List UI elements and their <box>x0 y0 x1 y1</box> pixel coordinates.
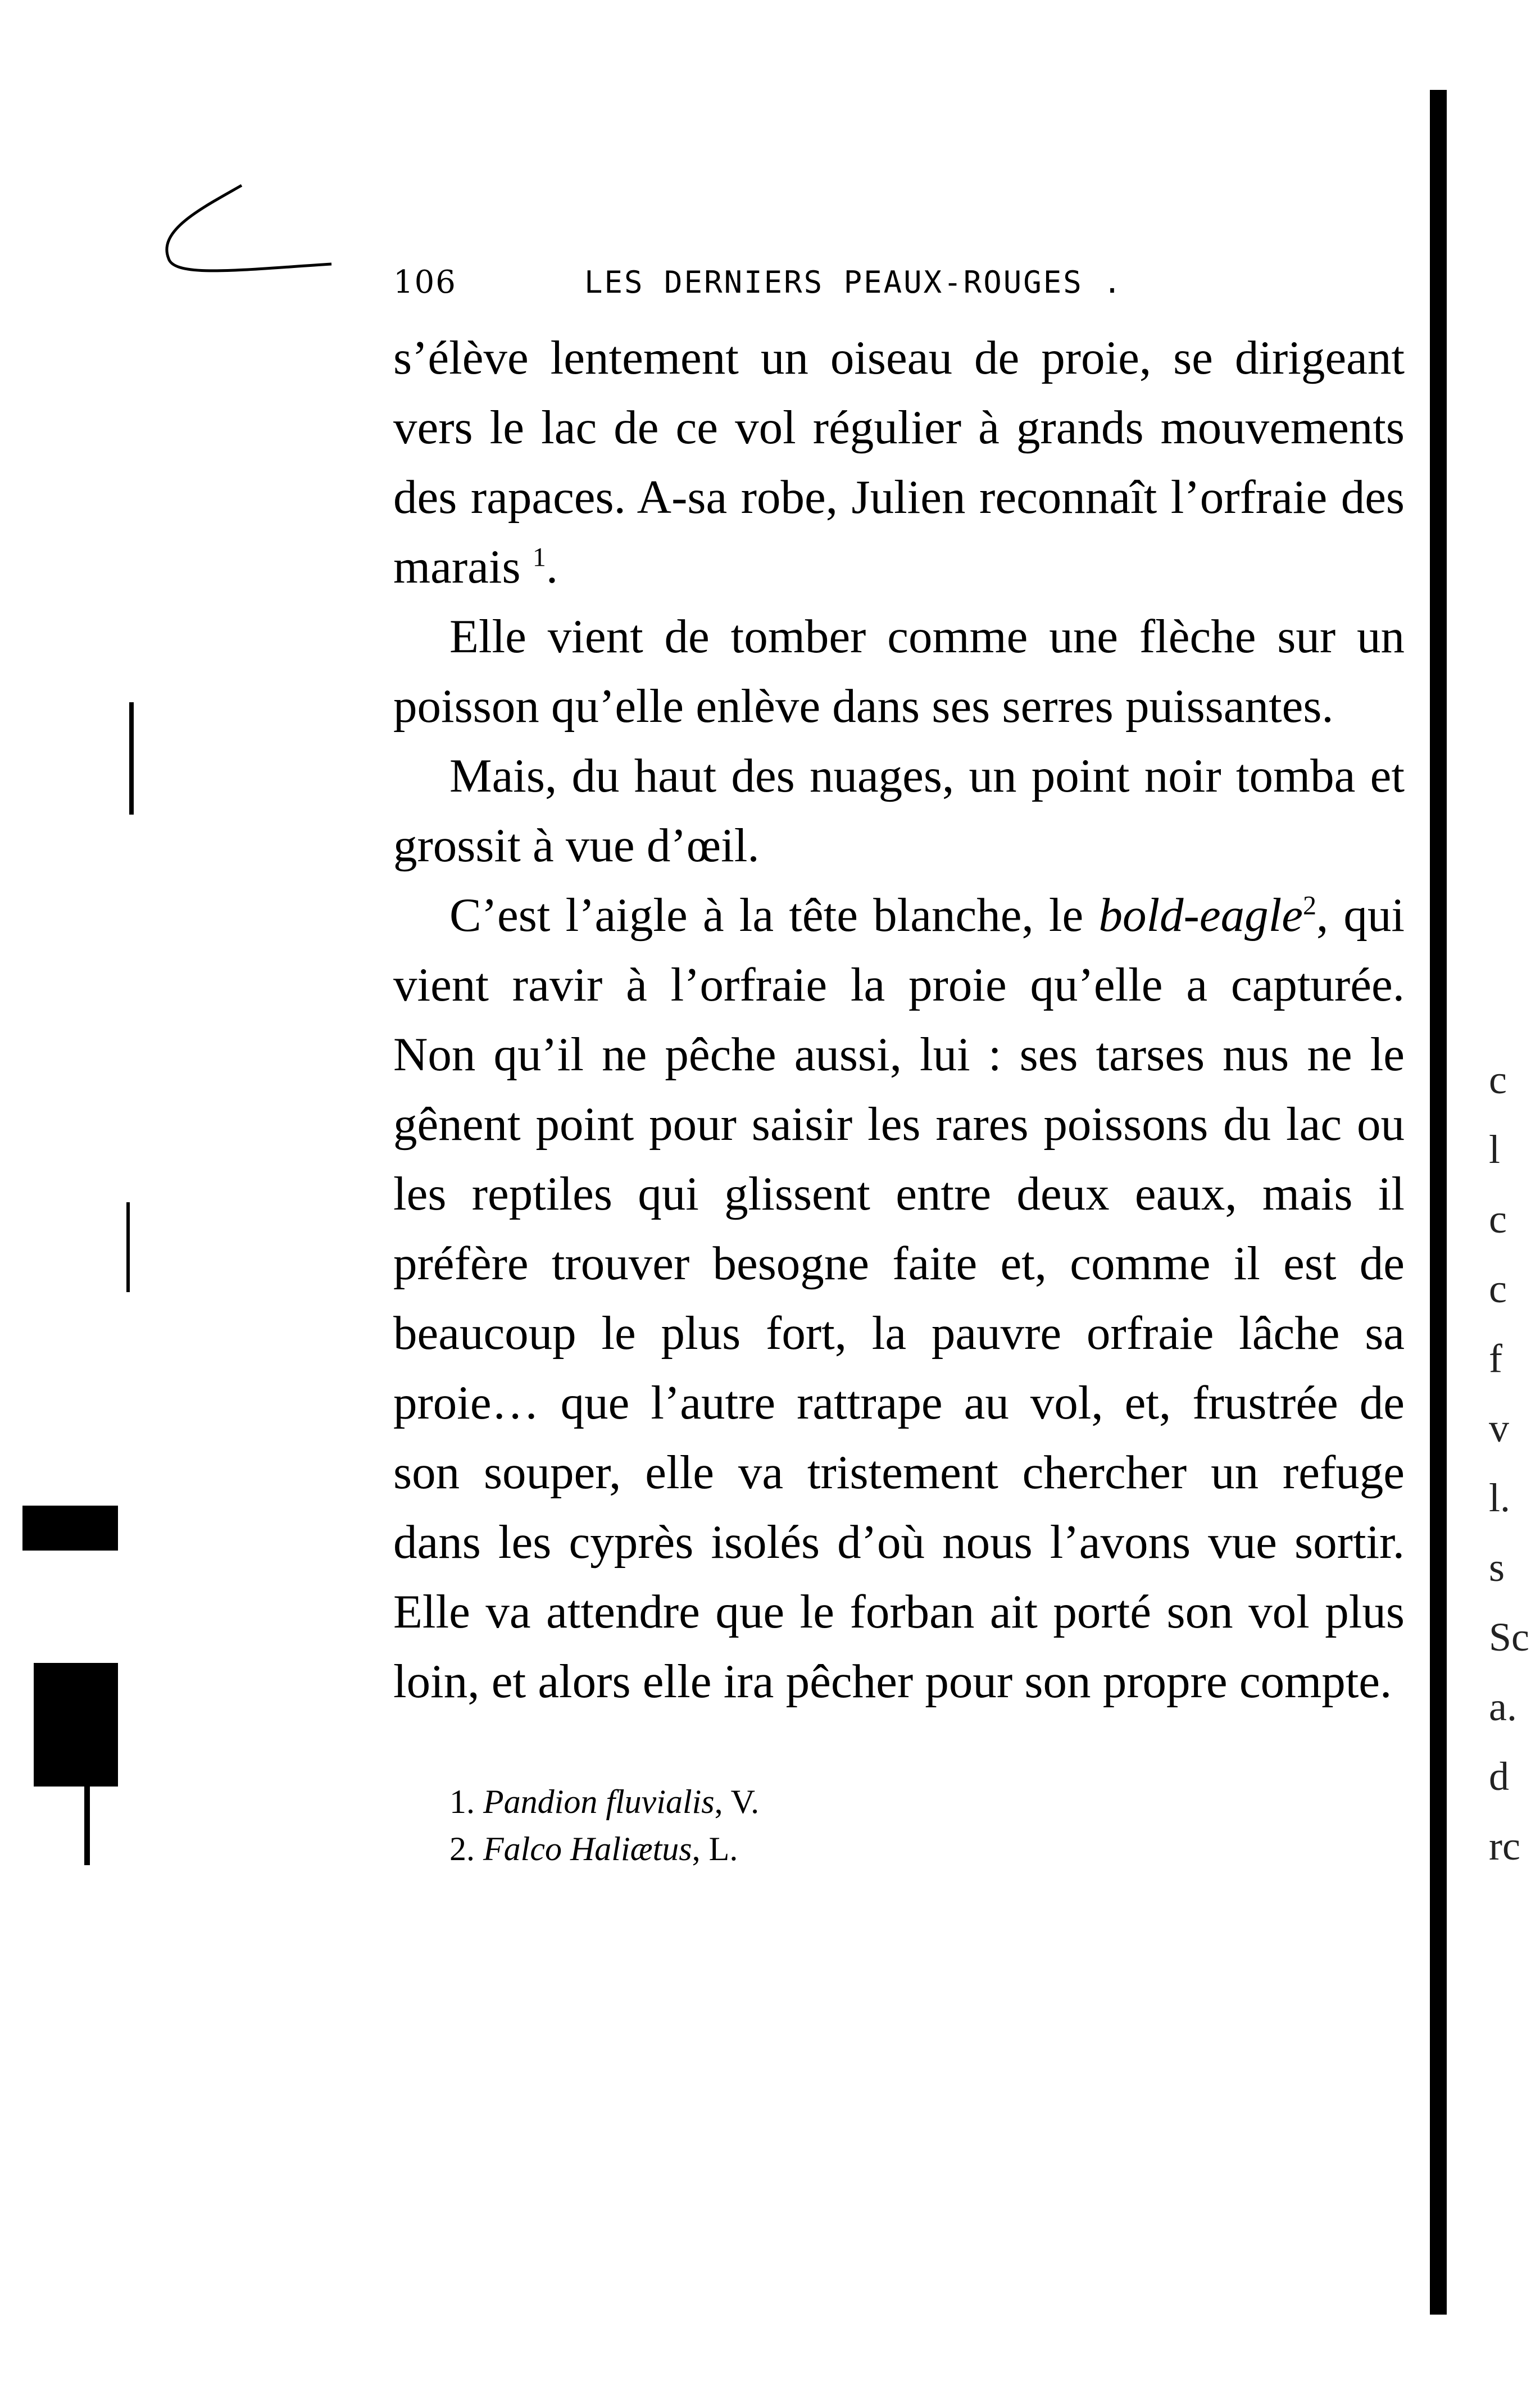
pencil-mark <box>152 180 343 303</box>
fragment: l <box>1489 1127 1501 1172</box>
fragment: Sc <box>1489 1615 1529 1660</box>
footnote-1-author: , V. <box>714 1783 760 1820</box>
paragraph-4-start: C’est l’aigle à la tête blanche, le <box>449 889 1099 942</box>
scan-artifact <box>129 702 134 815</box>
paragraph-3: Mais, du haut des nuages, un point noir tomba et grossit à vue d’œil. <box>393 749 1405 872</box>
scan-artifact <box>22 1506 118 1551</box>
fragment: l. <box>1489 1475 1511 1520</box>
footnote-1-species: Pandion fluvialis <box>483 1783 715 1820</box>
footnote-1-number: 1. <box>449 1783 475 1820</box>
footnote-2-species: Falco Haliætus <box>483 1830 692 1867</box>
footnote-1 <box>449 1778 1405 1825</box>
running-head <box>393 264 1405 301</box>
fragment: d <box>1489 1754 1509 1799</box>
fragment: rc <box>1489 1824 1520 1869</box>
footnotes <box>449 1778 1405 1872</box>
paragraph-2: Elle vient de tomber comme une flèche sur un poisson qu’elle enlève dans ses serres puissantes. <box>393 610 1405 733</box>
footnote-ref-1: 1 <box>532 542 546 572</box>
fragment: c <box>1489 1266 1507 1311</box>
page-number: 106 <box>393 264 457 301</box>
running-title: LES DERNIERS PEAUX-ROUGES . <box>584 265 1123 300</box>
adjacent-page-fragments <box>1489 1045 1534 1881</box>
paragraph-1-end: . <box>546 540 558 593</box>
bold-eagle-term: bold-eagle <box>1098 889 1303 942</box>
fragment: a. <box>1489 1684 1517 1729</box>
body-text <box>393 323 1405 1716</box>
scan-artifact <box>84 1787 90 1865</box>
paragraph-4-rest: , qui vient ravir à l’orfraie la proie qu’elle a capturée. Non qu’il ne pêche aussi, lui : ses tarses nus ne le gênent point pour saisir les rares poissons du lac ou les reptiles qui glissent entre deux eaux, mais il préfère trouver besogne faite et, comme il est de beaucoup le plus fort, la pauvre orfraie lâche sa proie… que l’autre rattrape au vol, et, frustrée de son souper, elle va tristement chercher un refuge dans les cyprès isolés d’où nous l’avons vue sortir. Elle va attendre que le forban ait porté son vol plus loin, et alors elle ira pêcher pour son propre compte. <box>393 889 1405 1708</box>
scan-artifact <box>34 1663 118 1787</box>
paragraph-1-text: s’élève lentement un oiseau de proie, se dirigeant vers le lac de ce vol régulier à grands mouvements des rapaces. A-sa robe, Julien reconnaît l’orfraie des marais <box>393 331 1405 593</box>
footnote-2-author: , L. <box>692 1830 738 1867</box>
fragment: c <box>1489 1197 1507 1242</box>
footnote-ref-2: 2 <box>1302 890 1316 921</box>
fragment: f <box>1489 1336 1502 1381</box>
paragraph-4 <box>393 880 1405 1716</box>
book-page <box>393 264 1405 1872</box>
paragraph-1 <box>393 323 1405 602</box>
fragment: c <box>1489 1057 1507 1102</box>
page-gutter-bar <box>1430 90 1447 2315</box>
fragment: v <box>1489 1406 1509 1451</box>
scan-artifact <box>126 1202 130 1292</box>
footnote-2-number: 2. <box>449 1830 475 1867</box>
footnote-2 <box>449 1825 1405 1872</box>
fragment: s <box>1489 1545 1505 1590</box>
